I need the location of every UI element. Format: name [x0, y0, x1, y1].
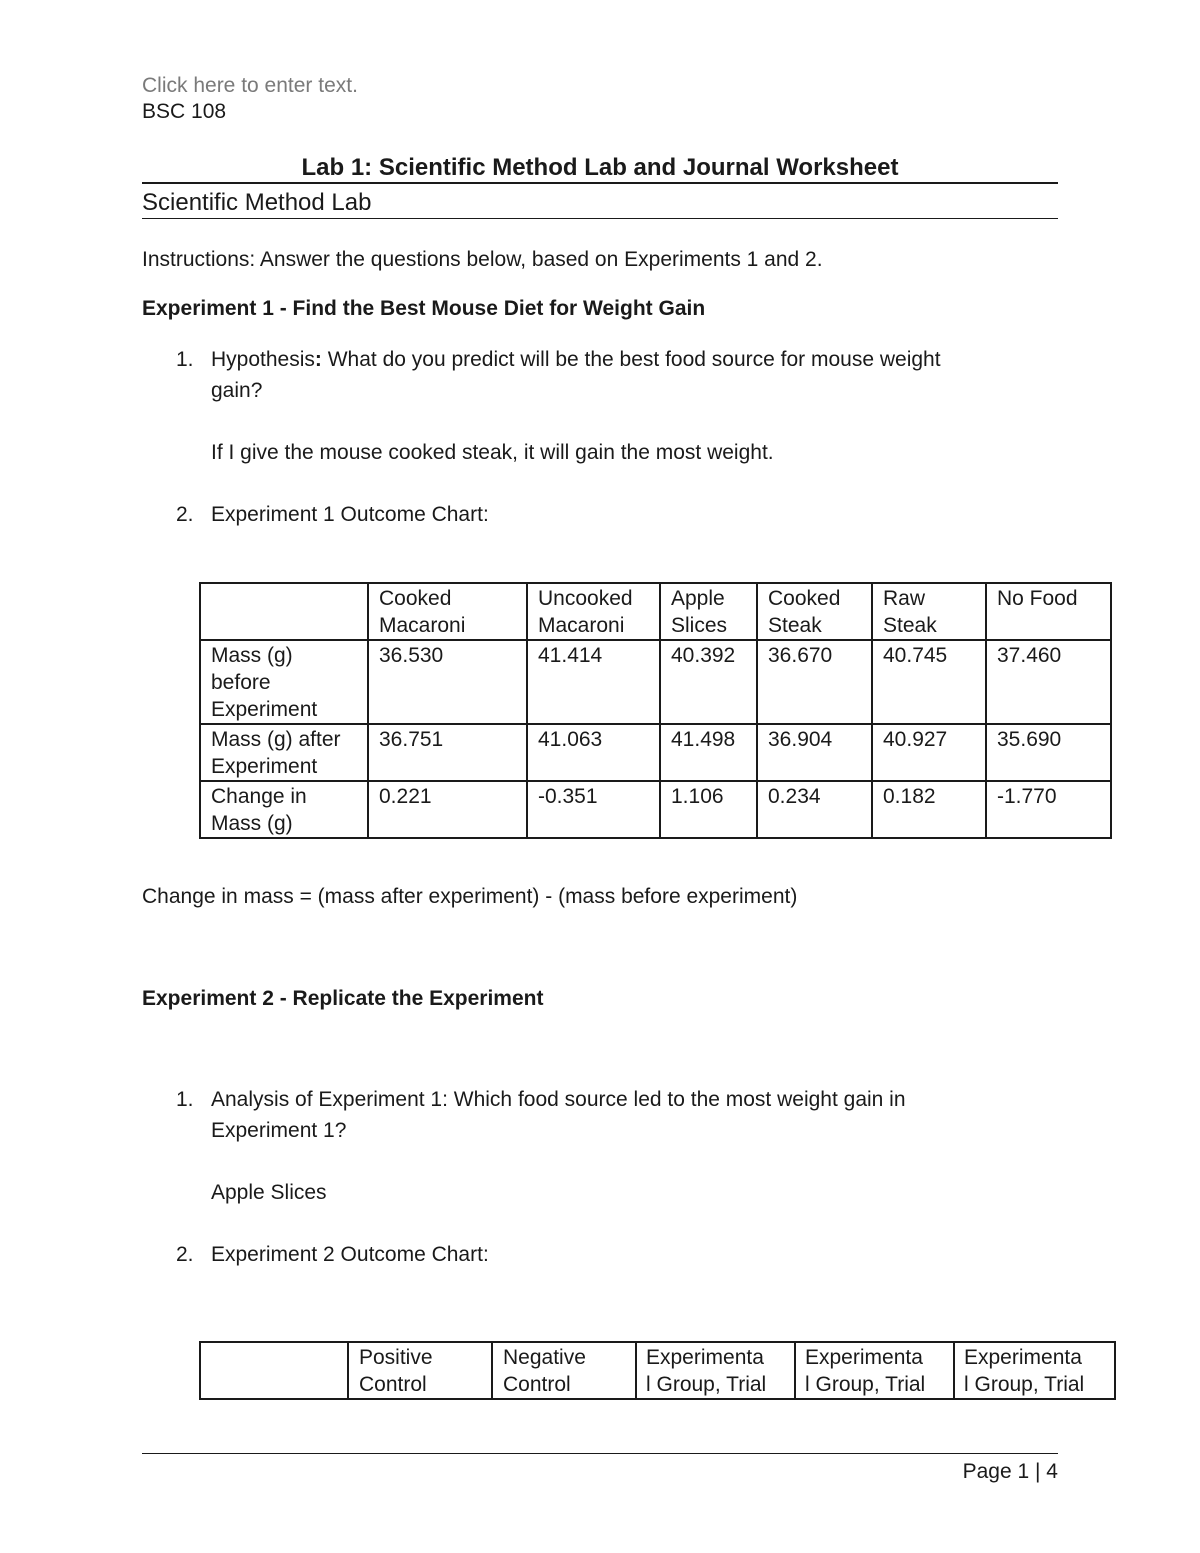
table-row	[200, 640, 1111, 724]
header-cell: Raw Steak	[872, 583, 986, 640]
row-label-cell: Mass (g) before Experiment	[200, 640, 368, 724]
value-cell[interactable]: 41.414	[527, 640, 660, 724]
header-placeholder-field[interactable]: Click here to enter text.	[142, 74, 358, 97]
header-cell: Experimenta l Group, Trial	[795, 1342, 954, 1399]
experiment-1-heading: Experiment 1 - Find the Best Mouse Diet for Weight Gain	[142, 297, 706, 320]
row-label-cell: Mass (g) after Experiment	[200, 724, 368, 781]
list-number: 1.	[176, 348, 194, 371]
hypothesis-label: Hypothesis	[211, 348, 315, 371]
value-cell[interactable]: 40.927	[872, 724, 986, 781]
value-cell[interactable]: 1.106	[660, 781, 757, 838]
page-number: Page 1 | 4	[962, 1460, 1058, 1483]
value-cell[interactable]: 41.498	[660, 724, 757, 781]
table-header-row	[200, 1342, 1115, 1399]
value-cell[interactable]: 36.670	[757, 640, 872, 724]
analysis-question-line-1: Analysis of Experiment 1: Which food source led to the most weight gain in	[211, 1088, 906, 1111]
hypothesis-question: What do you predict will be the best food source for mouse weight	[321, 348, 941, 371]
list-number: 1.	[176, 1088, 194, 1111]
header-cell: Cooked Steak	[757, 583, 872, 640]
section-title: Scientific Method Lab	[142, 189, 372, 216]
change-in-mass-formula: Change in mass = (mass after experiment) - (mass before experiment)	[142, 885, 798, 908]
value-cell[interactable]: 40.392	[660, 640, 757, 724]
value-cell[interactable]: 0.182	[872, 781, 986, 838]
section-rule	[142, 218, 1058, 219]
course-code: BSC 108	[142, 100, 227, 123]
question-1-line-2: gain?	[211, 379, 263, 402]
title-rule	[142, 182, 1058, 184]
header-cell: Experimenta l Group, Trial	[954, 1342, 1115, 1399]
value-cell[interactable]: 40.745	[872, 640, 986, 724]
list-number: 2.	[176, 503, 194, 526]
instructions: Instructions: Answer the questions below, based on Experiments 1 and 2.	[142, 248, 823, 271]
analysis-answer[interactable]: Apple Slices	[211, 1181, 327, 1204]
table-header-row	[200, 583, 1111, 640]
header-cell: Apple Slices	[660, 583, 757, 640]
value-cell[interactable]: 0.221	[368, 781, 527, 838]
value-cell[interactable]: 0.234	[757, 781, 872, 838]
table-row	[200, 781, 1111, 838]
experiment-1-table	[199, 582, 1112, 839]
hypothesis-answer[interactable]: If I give the mouse cooked steak, it will gain the most weight.	[211, 441, 774, 464]
header-cell: Cooked Macaroni	[368, 583, 527, 640]
header-cell: Positive Control	[348, 1342, 492, 1399]
value-cell[interactable]: 41.063	[527, 724, 660, 781]
header-cell: Experimenta l Group, Trial	[636, 1342, 795, 1399]
header-cell-empty	[200, 583, 368, 640]
value-cell[interactable]: 36.530	[368, 640, 527, 724]
experiment-2-heading: Experiment 2 - Replicate the Experiment	[142, 987, 544, 1010]
experiment-2-chart-label: Experiment 2 Outcome Chart:	[211, 1243, 489, 1266]
value-cell[interactable]: 36.904	[757, 724, 872, 781]
header-cell: No Food	[986, 583, 1111, 640]
value-cell[interactable]: 37.460	[986, 640, 1111, 724]
value-cell[interactable]: -1.770	[986, 781, 1111, 838]
footer-rule	[142, 1453, 1058, 1454]
value-cell[interactable]: 35.690	[986, 724, 1111, 781]
analysis-question-line-2: Experiment 1?	[211, 1119, 347, 1142]
header-cell-empty	[200, 1342, 348, 1399]
experiment-1-chart-label: Experiment 1 Outcome Chart:	[211, 503, 489, 526]
question-1-line-1	[211, 347, 941, 373]
row-label-cell: Change in Mass (g)	[200, 781, 368, 838]
list-number: 2.	[176, 1243, 194, 1266]
value-cell[interactable]: 36.751	[368, 724, 527, 781]
page-title: Lab 1: Scientific Method Lab and Journal Worksheet	[301, 154, 899, 181]
hypothesis-colon: :	[314, 348, 322, 371]
table-row	[200, 724, 1111, 781]
header-cell: Negative Control	[492, 1342, 636, 1399]
value-cell[interactable]: -0.351	[527, 781, 660, 838]
header-cell: Uncooked Macaroni	[527, 583, 660, 640]
experiment-2-table	[199, 1341, 1116, 1400]
